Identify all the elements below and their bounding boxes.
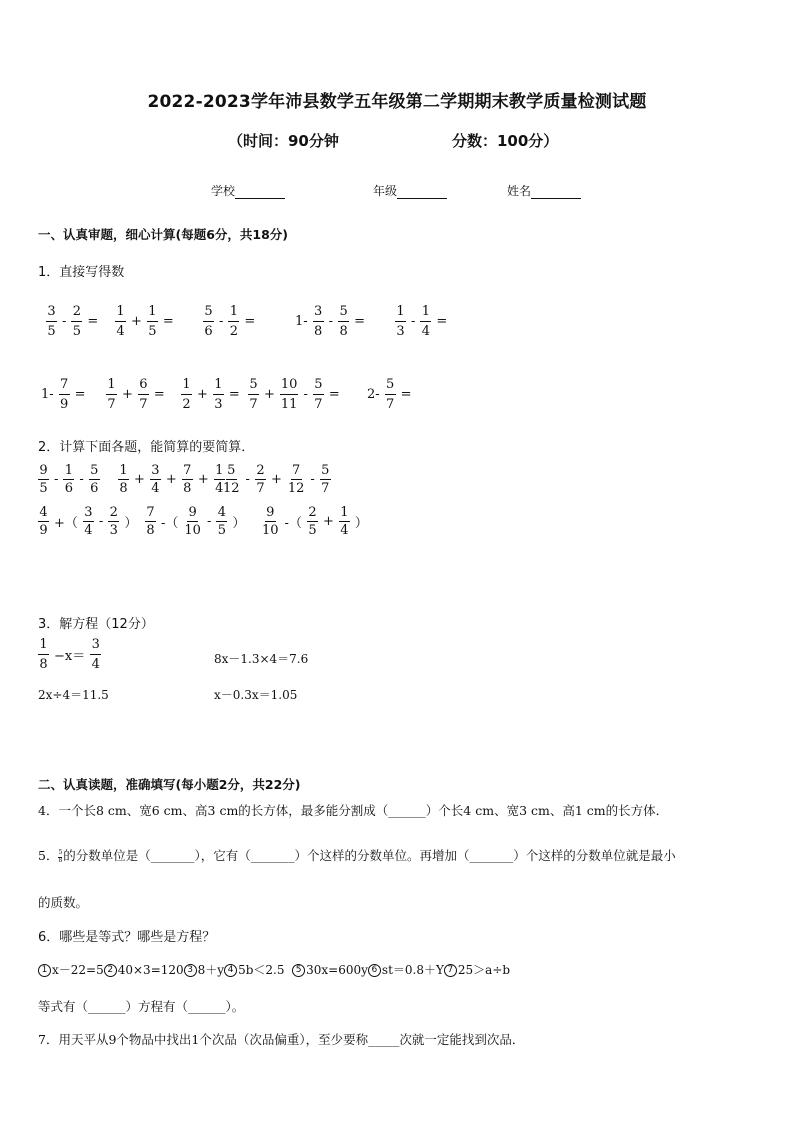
- fraction-numerator: 1: [147, 305, 158, 322]
- fraction-denominator: 3: [109, 523, 118, 538]
- question-2-label: 2．计算下面各题，能简算的要简算．: [38, 440, 255, 455]
- fraction: [420, 305, 431, 338]
- fraction-denominator: 7: [321, 481, 330, 496]
- fraction: [147, 305, 158, 338]
- question-5: [38, 846, 676, 864]
- exam-score: 分数：100分）: [452, 132, 559, 150]
- q1-expr: [44, 305, 101, 338]
- name-blank[interactable]: [531, 186, 581, 199]
- fraction-numerator: 5: [385, 378, 396, 395]
- operator: +: [264, 387, 275, 402]
- fraction: [395, 305, 406, 338]
- fraction: [106, 378, 117, 411]
- circled-number: 5: [292, 964, 305, 977]
- question-5-continued: 的质数。: [38, 895, 89, 910]
- operator: ）: [124, 516, 138, 531]
- question-4: 4．一个长8 cm、宽6 cm、高3 cm的长方体，最多能分割成（______）个长4 cm、宽3 cm、高1 cm的长方体．: [38, 803, 669, 818]
- fraction: [339, 506, 350, 537]
- circled-number: 4: [224, 964, 237, 977]
- fraction: [138, 378, 149, 411]
- operator: -: [303, 387, 308, 402]
- fraction-numerator: 1: [115, 305, 126, 322]
- operator: =: [74, 387, 86, 402]
- fraction-denominator: 4: [215, 481, 224, 496]
- fraction-denominator: 5: [47, 324, 56, 339]
- operator: +: [197, 387, 208, 402]
- fraction: [320, 464, 331, 495]
- item-2: [104, 963, 184, 977]
- operator: -: [310, 472, 315, 487]
- fraction: [313, 305, 324, 338]
- operator: -: [206, 514, 212, 529]
- fraction: [255, 464, 266, 495]
- item-6: [368, 963, 444, 977]
- fraction-numerator: 1: [420, 305, 431, 322]
- question-1-label: 1．直接写得数: [38, 265, 125, 280]
- q2-expr: [259, 506, 371, 537]
- item-4: [224, 963, 284, 977]
- page-title: 2022-2023学年沛县数学五年级第二学期期末教学质量检测试题: [147, 92, 647, 112]
- item-1-text: x－22=5: [52, 963, 104, 977]
- operator: +: [322, 514, 334, 529]
- fraction: [228, 305, 239, 338]
- name-field[interactable]: [507, 182, 581, 199]
- item-7: [444, 963, 510, 977]
- fraction: [71, 305, 82, 338]
- q1-expr: [38, 378, 89, 411]
- operator: -: [54, 472, 59, 487]
- operator: ）: [232, 516, 246, 531]
- fraction-numerator: 1: [395, 305, 406, 322]
- fraction-numerator: 1: [106, 378, 117, 395]
- fraction: [182, 464, 193, 495]
- fraction-denominator: 4: [84, 523, 93, 538]
- fraction-numerator: 3: [90, 638, 101, 655]
- operator: =: [162, 314, 174, 329]
- q2-expr: [36, 464, 102, 495]
- fraction-denominator: 7: [314, 397, 323, 412]
- fraction: [280, 378, 299, 411]
- fraction-denominator: 4: [151, 481, 160, 496]
- equation-2: 8x－1.3×4＝7.6: [214, 652, 309, 666]
- operator: 2-: [367, 387, 380, 402]
- fraction-denominator: 4: [91, 657, 100, 672]
- section-1-heading: 一、认真审题，细心计算(每题6分，共18分): [38, 227, 289, 242]
- operator: -: [79, 472, 84, 487]
- circled-number: 3: [184, 964, 197, 977]
- item-5: [292, 963, 368, 977]
- school-label: 学校: [211, 184, 236, 198]
- question-6-items: [38, 961, 510, 978]
- operator: 1-: [41, 387, 54, 402]
- operator: =: [436, 314, 448, 329]
- fraction: [108, 506, 119, 537]
- fraction: [89, 464, 100, 495]
- operator: =: [228, 387, 240, 402]
- grade-label: 年级: [373, 184, 398, 198]
- question-6-label: 6．哪些是等式？哪些是方程？: [38, 930, 216, 945]
- fraction-numerator: 7: [59, 378, 70, 395]
- exam-time: （时间：90分钟: [228, 132, 339, 150]
- q1-expr: [364, 378, 415, 411]
- item-2-text: 40×3=120: [117, 963, 184, 977]
- operator: +: [122, 387, 133, 402]
- question-3-label: 3．解方程（12分）: [38, 617, 154, 632]
- fraction-numerator: 3: [313, 305, 324, 322]
- operator: −x＝: [54, 649, 86, 664]
- fraction: [213, 378, 224, 411]
- fraction: [63, 464, 74, 495]
- fraction-denominator: 5: [72, 324, 82, 339]
- fraction-denominator: 7: [139, 397, 148, 412]
- fraction-denominator: 9: [39, 523, 48, 538]
- operator: -: [328, 314, 334, 329]
- question-5-number: 5．: [38, 848, 59, 863]
- fraction-numerator: 1: [38, 638, 49, 655]
- question-5-text: 的分数单位是（_______），它有（_______）个这样的分数单位。再增加（_______）个这样的分数单位就是最小: [63, 848, 676, 863]
- circled-number: 7: [444, 964, 457, 977]
- fraction: [46, 305, 57, 338]
- fraction: [90, 638, 101, 671]
- operator: -: [98, 514, 104, 529]
- fraction-numerator: 5: [248, 378, 259, 395]
- circled-number: 6: [368, 964, 381, 977]
- fraction-denominator: 12: [287, 481, 305, 496]
- fraction-denominator: 6: [204, 324, 213, 339]
- fraction: [118, 464, 129, 495]
- fraction-denominator: 10: [184, 523, 201, 538]
- fraction-denominator: 7: [386, 397, 395, 412]
- fraction: [385, 378, 396, 411]
- q1-expr: [201, 305, 258, 338]
- fraction-denominator: 4: [116, 324, 125, 339]
- fraction: [38, 464, 49, 495]
- item-3-text: 8＋y: [197, 963, 225, 977]
- operator: +: [165, 472, 177, 487]
- fraction-numerator: 6: [138, 378, 149, 395]
- fraction-denominator: 5: [148, 324, 157, 339]
- operator: +（: [54, 516, 78, 531]
- fraction: [307, 506, 318, 537]
- fraction-numerator: 1: [340, 505, 349, 520]
- operator: +: [134, 472, 145, 487]
- fraction: [145, 506, 156, 537]
- item-6-text: st＝0.8＋Y: [381, 963, 444, 977]
- fraction: [216, 506, 227, 537]
- fraction-numerator: 4: [39, 505, 48, 520]
- fraction-numerator: 9: [39, 463, 48, 478]
- q1-expr: [246, 378, 343, 411]
- fraction-denominator: 8: [183, 481, 192, 496]
- fraction-numerator: 9: [188, 505, 197, 520]
- fraction-numerator: 1: [215, 463, 224, 478]
- fraction-numerator: 2: [71, 305, 82, 322]
- q1-expr: [113, 305, 177, 338]
- fraction-denominator: 5: [39, 481, 48, 496]
- operator: -: [219, 314, 224, 329]
- operator: ）: [354, 516, 368, 531]
- section-2-heading: 二、认真读题，准确填写(每小题2分，共22分): [38, 777, 301, 792]
- question-7: 7．用天平从9个物品中找出1个次品（次品偏重），至少要称_____次就一定能找到次品．: [38, 1032, 525, 1047]
- fraction-denominator: 5: [217, 523, 226, 538]
- fraction-numerator: 2: [308, 505, 317, 520]
- fraction-numerator: 3: [84, 505, 93, 520]
- fraction: [313, 378, 324, 411]
- operator: =: [354, 314, 365, 329]
- fraction-denominator: 8: [58, 856, 63, 864]
- school-blank[interactable]: [235, 186, 285, 199]
- fraction-numerator: 1: [181, 378, 192, 395]
- question-5-fraction: [58, 850, 62, 864]
- item-1: [38, 963, 104, 977]
- fraction-numerator: 7: [291, 463, 301, 478]
- fraction: [115, 305, 126, 338]
- operator: -: [62, 314, 67, 329]
- q1-expr: [179, 378, 243, 411]
- fraction-numerator: 5: [321, 463, 330, 478]
- operator: =: [244, 314, 256, 329]
- equation-1: [36, 638, 103, 671]
- fraction: [181, 378, 192, 411]
- fraction: [287, 464, 306, 495]
- fraction-numerator: 5: [58, 848, 63, 856]
- operator: +: [270, 472, 282, 487]
- fraction: [183, 506, 202, 537]
- circled-number: 1: [38, 964, 51, 977]
- grade-field[interactable]: [373, 182, 447, 199]
- q2-expr: [36, 506, 140, 537]
- operator: +: [197, 472, 209, 487]
- fraction: [338, 305, 349, 338]
- operator: -（: [161, 516, 179, 531]
- fraction-denominator: 7: [107, 397, 116, 412]
- item-3: [184, 963, 224, 977]
- fraction-denominator: 10: [262, 523, 279, 538]
- fraction-numerator: 1: [213, 378, 224, 395]
- fraction-numerator: 4: [217, 505, 226, 520]
- fraction-numerator: 1: [228, 305, 239, 322]
- question-6-answer: 等式有（______）方程有（______）。: [38, 999, 245, 1014]
- fraction-numerator: 9: [266, 505, 275, 520]
- fraction-denominator: 9: [60, 397, 69, 412]
- equation-3: 2x÷4＝11.5: [38, 688, 109, 702]
- fraction-numerator: 5: [338, 305, 349, 322]
- item-7-text: 25＞a÷b: [457, 963, 511, 977]
- equation-4: x－0.3x＝1.05: [214, 688, 298, 702]
- fraction-denominator: 4: [340, 523, 349, 538]
- fraction-denominator: 6: [64, 481, 74, 496]
- fraction-denominator: 8: [314, 324, 323, 339]
- q2-expr: [116, 464, 227, 495]
- school-field[interactable]: [211, 182, 285, 199]
- fraction: [150, 464, 161, 495]
- fraction-denominator: 8: [119, 481, 128, 496]
- fraction: [248, 378, 259, 411]
- fraction: [38, 638, 49, 671]
- operator: +: [131, 314, 142, 329]
- fraction-denominator: 8: [339, 324, 348, 339]
- operator: 1-: [295, 314, 308, 329]
- operator: =: [87, 314, 99, 329]
- fraction-numerator: 3: [151, 463, 160, 478]
- operator: -: [411, 314, 416, 329]
- name-label: 姓名: [507, 184, 532, 198]
- grade-blank[interactable]: [397, 186, 447, 199]
- fraction-denominator: 8: [146, 523, 155, 538]
- item-4-text: 5b＜2.5: [238, 963, 285, 977]
- fraction-numerator: 5: [203, 305, 214, 322]
- fraction-denominator: 6: [90, 481, 99, 496]
- fraction-numerator: 5: [90, 463, 99, 478]
- q1-expr: [393, 305, 450, 338]
- fraction-numerator: 7: [183, 463, 192, 478]
- fraction-numerator: 10: [280, 378, 299, 395]
- fraction-denominator: 8: [39, 657, 48, 672]
- fraction: [59, 378, 70, 411]
- item-5-text: 30x=600y: [306, 963, 368, 977]
- operator: -（: [284, 516, 302, 531]
- operator: -: [245, 472, 250, 487]
- fraction-denominator: 3: [396, 324, 405, 339]
- fraction-numerator: 2: [109, 505, 118, 520]
- fraction-numerator: 1: [64, 463, 74, 478]
- fraction: [261, 506, 280, 537]
- fraction-denominator: 3: [214, 397, 223, 412]
- operator: =: [400, 387, 412, 402]
- circled-number: 2: [104, 964, 117, 977]
- operator: =: [153, 387, 165, 402]
- fraction-numerator: 5: [227, 463, 236, 478]
- fraction-denominator: 11: [280, 397, 298, 412]
- q1-expr: [292, 305, 368, 338]
- operator: =: [328, 387, 340, 402]
- q2-expr: [143, 506, 248, 537]
- q2-expr: [220, 464, 333, 495]
- fraction-numerator: 5: [313, 378, 324, 395]
- fraction-denominator: 4: [421, 324, 431, 339]
- fraction-denominator: 12: [223, 481, 240, 496]
- fraction: [83, 506, 94, 537]
- fraction-denominator: 7: [256, 481, 265, 496]
- fraction: [38, 506, 49, 537]
- fraction-numerator: 2: [256, 463, 265, 478]
- fraction-denominator: 2: [182, 397, 191, 412]
- fraction-numerator: 1: [119, 463, 128, 478]
- fraction-denominator: 5: [308, 523, 317, 538]
- fraction: [222, 464, 241, 495]
- fraction-denominator: 2: [229, 324, 239, 339]
- fraction-denominator: 7: [249, 397, 258, 412]
- fraction: [203, 305, 214, 338]
- q1-expr: [104, 378, 168, 411]
- fraction-numerator: 3: [46, 305, 57, 322]
- fraction-numerator: 7: [146, 505, 155, 520]
